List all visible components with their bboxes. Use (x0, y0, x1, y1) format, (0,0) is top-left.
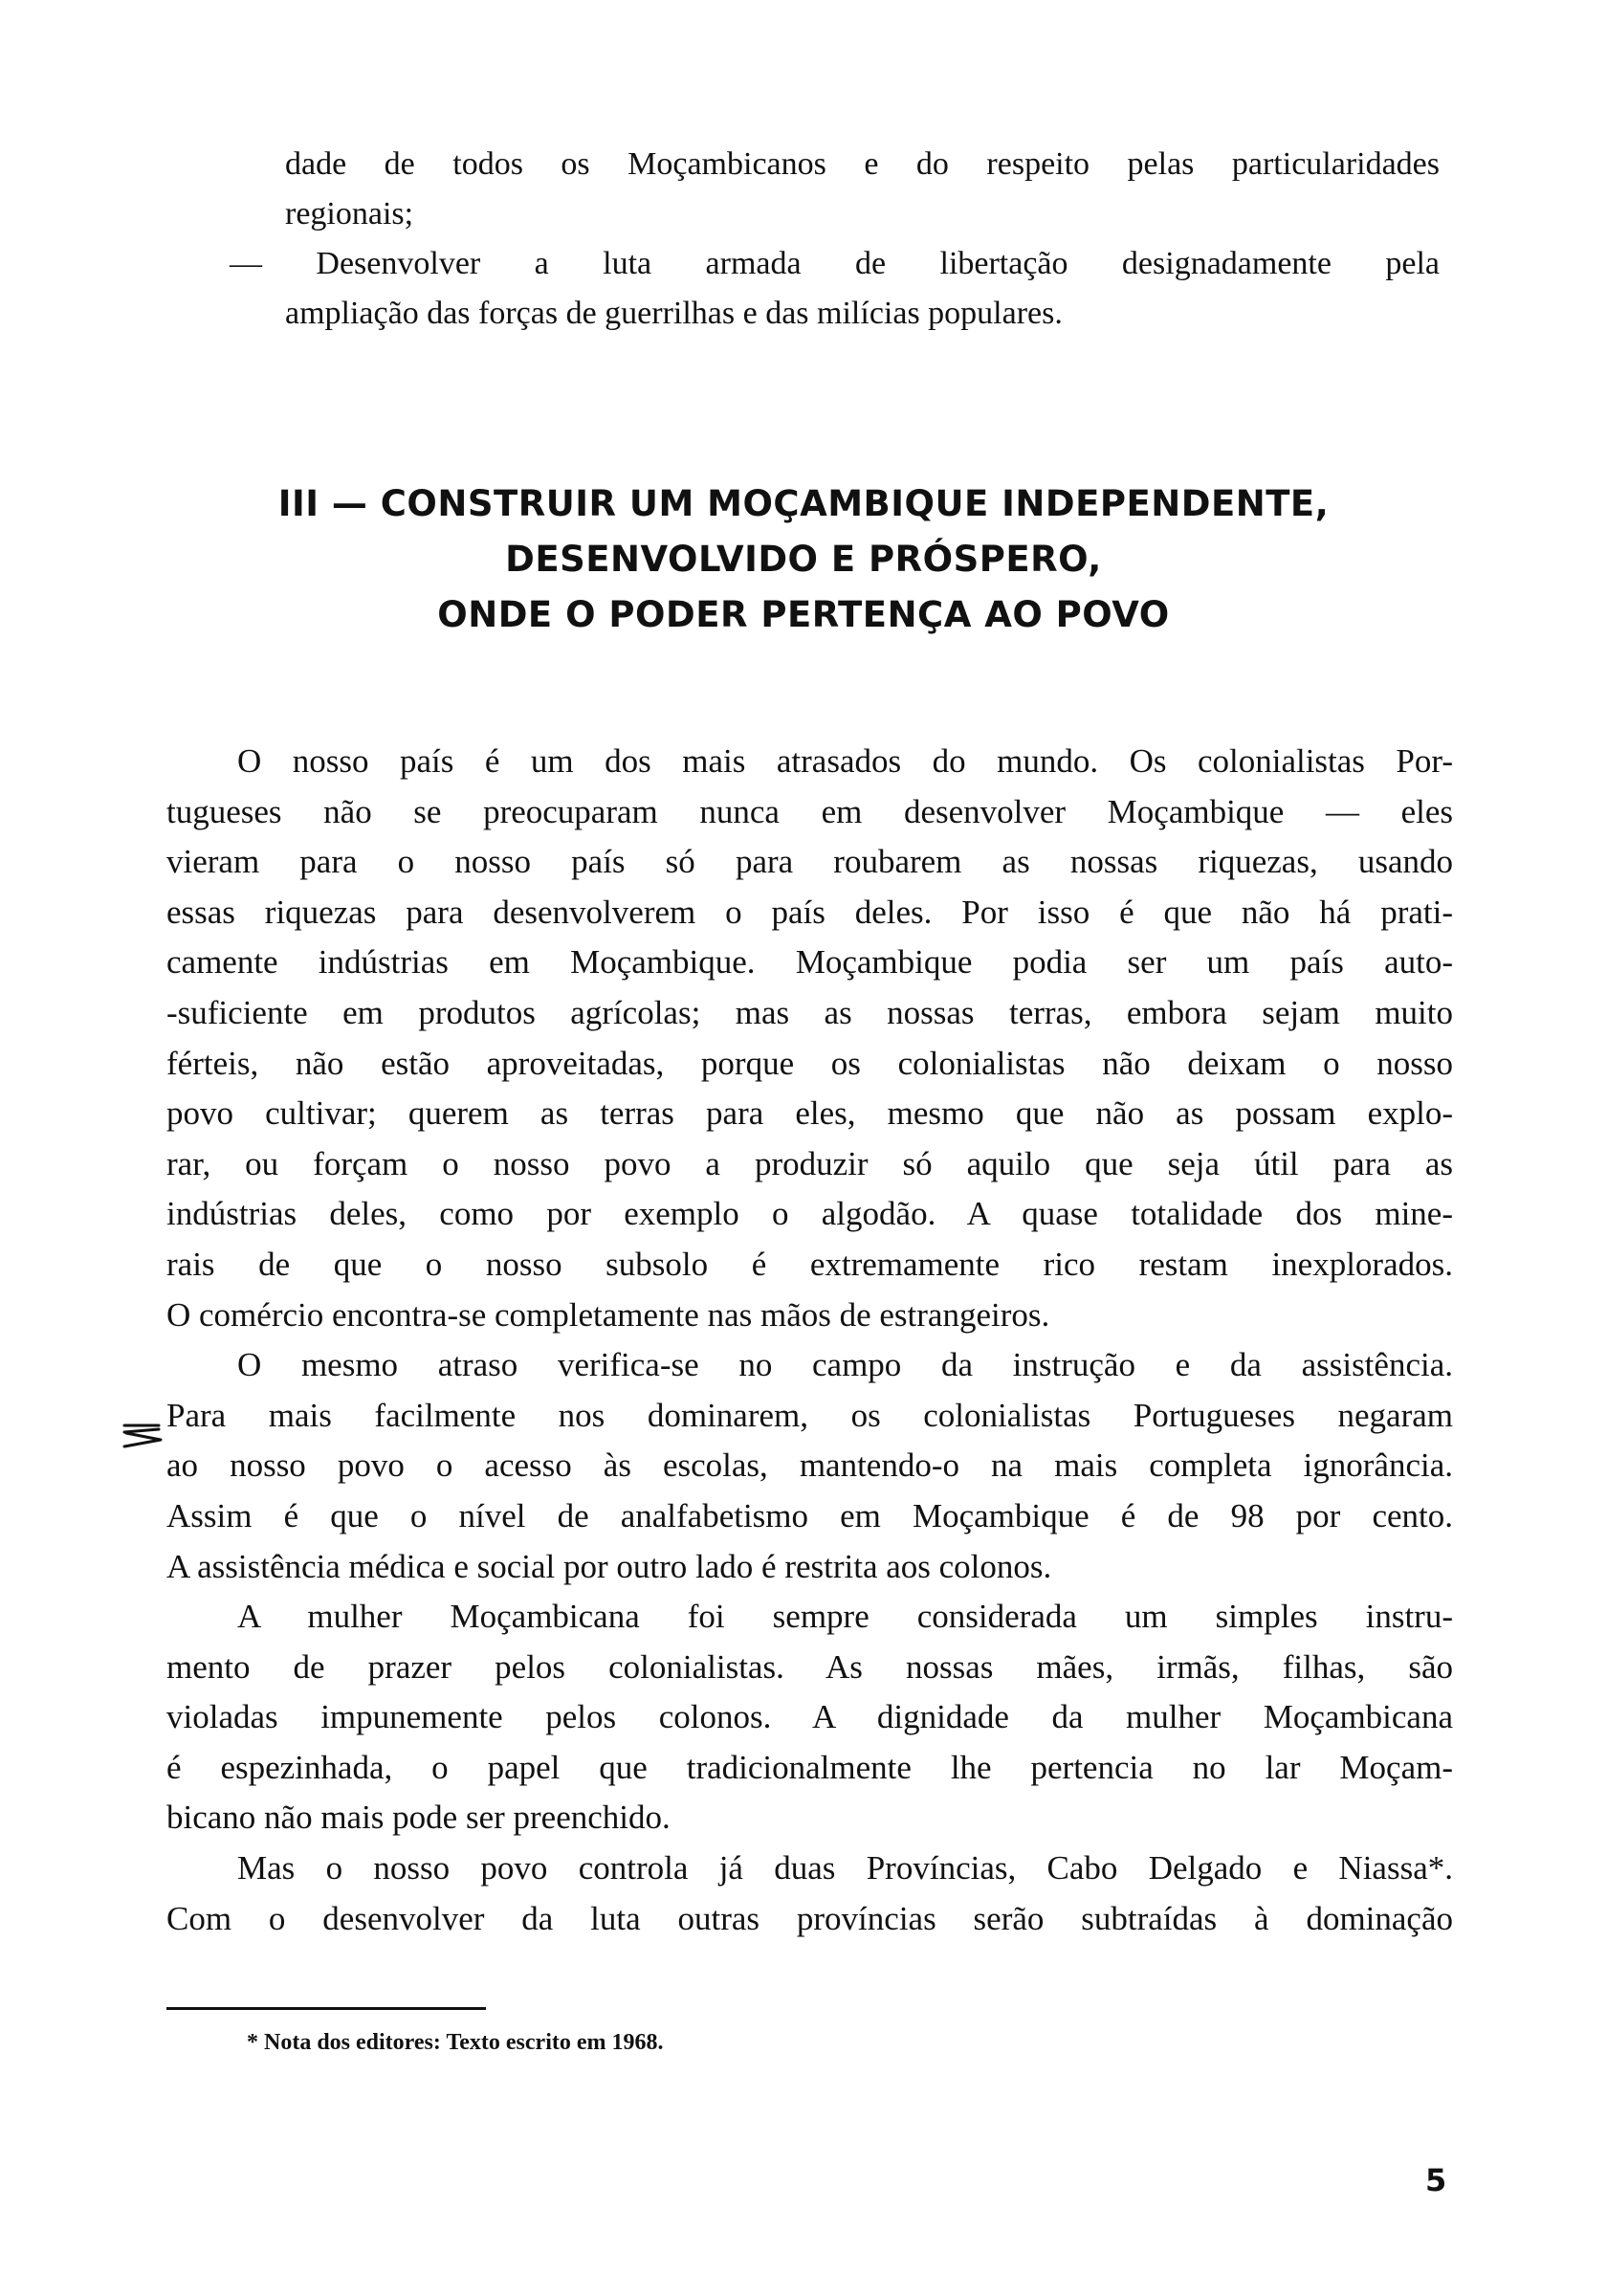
list-line: ampliação das forças de guerrilhas e das milícias populares. (285, 296, 1063, 331)
body-line: Assim é que o nível de analfabetismo em Moçambique é de 98 por cento. (166, 1496, 1453, 1534)
body-line: tugueses não se preocuparam nunca em desenvolver Moçambique — eles (166, 792, 1453, 830)
body-line: indústrias deles, como por exemplo o algodão. A quase totalidade dos mine- (166, 1195, 1453, 1233)
page-number: 5 (1425, 2162, 1447, 2198)
list-line: dade de todos os Moçambicanos e do respeito pelas particularidades (285, 146, 1440, 182)
margin-annotation-mark (121, 1420, 165, 1448)
body-line: mento de prazer pelos colonialistas. As nossas mães, irmãs, filhas, são (166, 1647, 1453, 1686)
list-line: regionais; (285, 196, 414, 232)
body-line: vieram para o nosso país só para roubarem as nossas riquezas, usando (166, 843, 1453, 881)
body-line: -suficiente em produtos agrícolas; mas as nossas terras, embora sejam muito (166, 993, 1453, 1031)
body-text (166, 737, 1453, 1944)
footnote-divider (166, 2007, 486, 2010)
heading-line: ONDE O PODER PERTENÇA AO POVO (437, 594, 1170, 635)
body-line: A mulher Moçambicana foi sempre considerada um simples instru- (237, 1598, 1453, 1636)
body-line: essas riquezas para desenvolverem o país deles. Por isso é que não há prati- (166, 893, 1453, 931)
body-line: bicano não mais pode ser preenchido. (166, 1799, 671, 1837)
body-line: povo cultivar; querem as terras para eles, mesmo que não as possam explo- (166, 1094, 1453, 1133)
heading-line: DESENVOLVIDO E PRÓSPERO, (505, 539, 1102, 580)
body-line: camente indústrias em Moçambique. Moçambique podia ser um país auto- (166, 943, 1453, 982)
body-line: O nosso país é um dos mais atrasados do mundo. Os colonialistas Por- (237, 742, 1453, 780)
body-line: rar, ou forçam o nosso povo a produzir só aquilo que seja útil para as (166, 1144, 1453, 1182)
footnote: * Nota dos editores: Texto escrito em 1968. (247, 2030, 664, 2055)
list-item: — Desenvolver a luta armada de libertação designadamente pela (230, 246, 1440, 281)
body-line: O comércio encontra-se completamente nas mãos de estrangeiros. (166, 1295, 1050, 1334)
body-line: Mas o nosso povo controla já duas Províncias, Cabo Delgado e Niassa*. (237, 1849, 1453, 1888)
body-line: violadas impunemente pelos colonos. A dignidade da mulher Moçambicana (166, 1698, 1453, 1736)
body-line: ao nosso povo o acesso às escolas, mantendo-o na mais completa ignorância. (166, 1446, 1453, 1485)
heading-line: III — CONSTRUIR UM MOÇAMBIQUE INDEPENDENTE, (277, 483, 1330, 524)
body-line: rais de que o nosso subsolo é extremamente rico restam inexplorados. (166, 1245, 1453, 1283)
continued-list (230, 140, 1440, 339)
body-line: O mesmo atraso verifica-se no campo da instrução e da assistência. (237, 1346, 1453, 1384)
body-line: férteis, não estão aproveitadas, porque os colonialistas não deixam o nosso (166, 1044, 1453, 1082)
body-line: Para mais facilmente nos dominarem, os colonialistas Portugueses negaram (166, 1396, 1453, 1434)
body-line: é espezinhada, o papel que tradicionalmente lhe pertencia no lar Moçam- (166, 1748, 1453, 1786)
body-line: A assistência médica e social por outro lado é restrita aos colonos. (166, 1547, 1052, 1585)
section-heading (0, 476, 1607, 643)
body-line: Com o desenvolver da luta outras províncias serão subtraídas à dominação (166, 1899, 1453, 1937)
